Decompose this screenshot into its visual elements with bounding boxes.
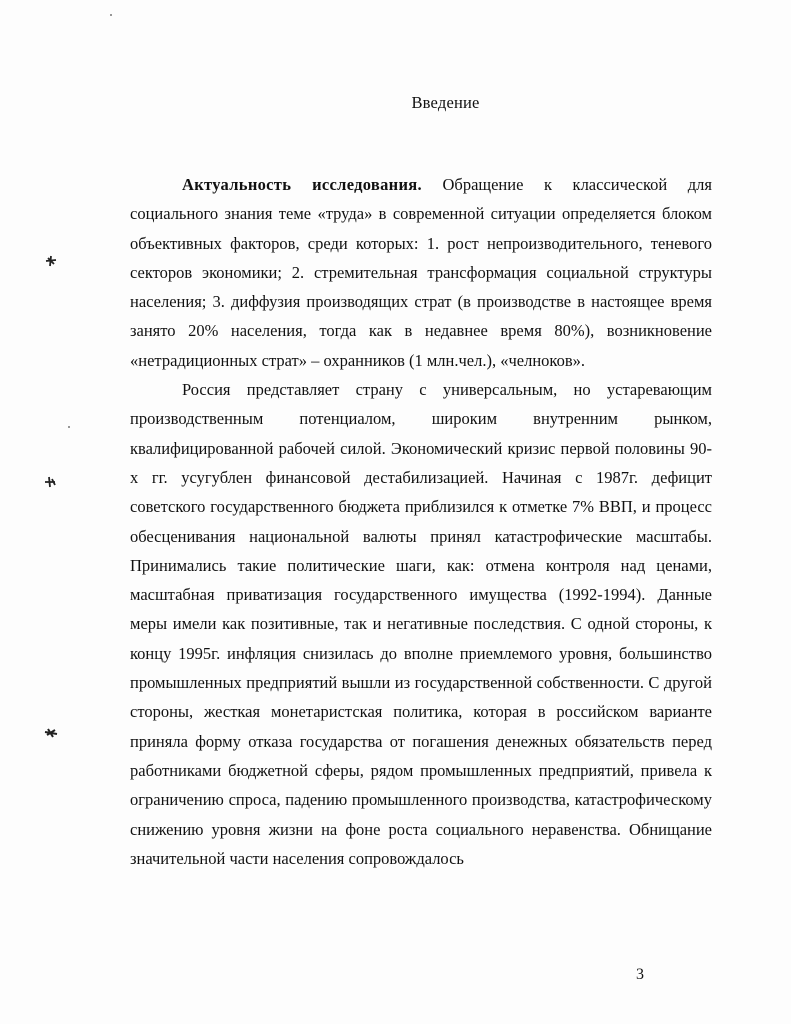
scan-speck (110, 14, 112, 16)
scan-mark-icon (44, 727, 58, 739)
scan-mark-icon (43, 476, 57, 488)
page-title: Введение (411, 93, 480, 112)
paragraph-lead: Актуальность исследования. (182, 175, 422, 194)
scan-speck (68, 426, 70, 428)
body-text (130, 170, 712, 873)
paragraph-relevance (130, 170, 712, 375)
paragraph-text: Россия представляет страну с универсальным, но устаревающим производственным потенциалом, широким внутренним рынком, квалифицированной рабочей силой. Экономический кризис первой половины 90-х гг. усугублен финансовой дестабилизацией. Начиная с 1987г. дефицит советского государственного бюджета приблизился к отметке 7% ВВП, и процесс обесценивания национальной валюты принял катастрофические масштабы. Принимались такие политические шаги, как: отмена контроля над ценами, масштабная приватизация государственного имущества (1992-1994). Данные меры имели как позитивные, так и негативные последствия. С одной стороны, к концу 1995г. инфляция снизилась до вполне приемлемого уровня, большинство промышленных предприятий вышли из государственной собственности. С другой стороны, жесткая монетаристская политика, которая в российском варианте приняла форму отказа государства от погашения денежных обязательств перед работниками бюджетной сферы, рядом промышленных предприятий, привела к ограничению спроса, падению промышленного производства, катастрофическому снижению уровня жизни на фоне роста социального неравенства. Обнищание значительной части населения сопровождалось (130, 380, 712, 868)
scan-mark-icon (44, 255, 58, 267)
page-number: 3 (636, 966, 644, 983)
paragraph-text: Обращение к классической для социального знания теме «труда» в современной ситуации определяется блоком объективных факторов, среди которых: 1. рост непроизводительного, теневого секторов экономики; 2. стремительная трансформация социальной структуры населения; 3. диффузия производящих страт (в производстве в настоящее время занято 20% населения, тогда как в недавнее время 80%), возникновение «нетрадиционных страт» – охранников (1 млн.чел.), «челноков». (130, 175, 713, 370)
paragraph-russia (130, 375, 712, 873)
